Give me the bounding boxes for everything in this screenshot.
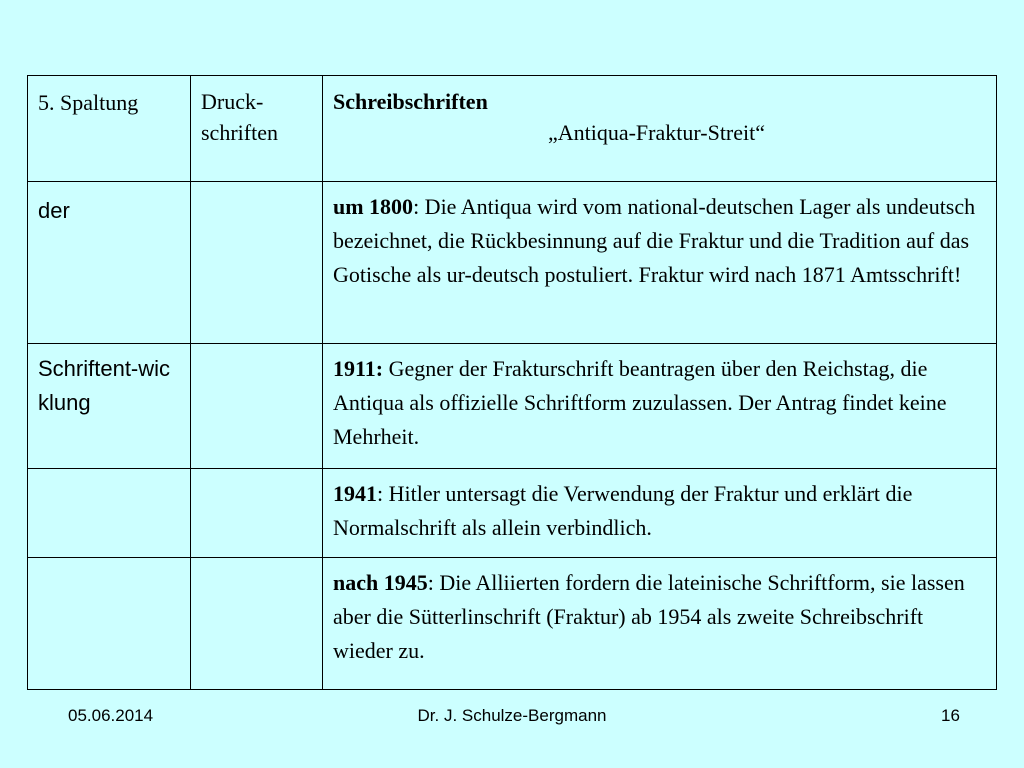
- row-year: 1911:: [333, 356, 384, 382]
- row-year: nach 1945: [333, 569, 428, 595]
- row-druck-cell: [191, 468, 323, 557]
- header-druckschriften-line1: Druck-: [201, 89, 264, 114]
- row-year: 1941: [333, 480, 377, 506]
- row-druck-cell: [191, 182, 323, 344]
- row-druck-cell: [191, 344, 323, 468]
- table-row: [28, 468, 997, 557]
- row-year: um 1800: [333, 194, 414, 220]
- footer-date: 05.06.2014: [68, 706, 154, 725]
- row-label-cell: [28, 182, 191, 344]
- footer-author: Dr. J. Schulze-Bergmann: [417, 706, 607, 725]
- row-entry-cell: [323, 557, 997, 689]
- table-row: [28, 182, 997, 344]
- row-text: Gegner der Frakturschrift beantragen über den Reichstag, die Antiqua als offizielle Schriftform zuzulassen. Der Antrag findet keine Mehrheit.: [333, 356, 947, 450]
- row-label: der: [38, 198, 70, 224]
- content-table: [27, 75, 997, 690]
- table-row: [28, 557, 997, 689]
- row-entry-cell: [323, 344, 997, 468]
- header-cell-druckschriften: [191, 76, 323, 182]
- header-cell-schreibschriften: [323, 76, 997, 182]
- row-label-cell: [28, 468, 191, 557]
- header-druckschriften-line2: schriften: [201, 120, 278, 145]
- row-druck-cell: [191, 557, 323, 689]
- header-cell-spaltung: [28, 76, 191, 182]
- row-text: : Hitler untersagt die Verwendung der Fraktur und erklärt die Normalschrift als allein verbindlich.: [333, 480, 913, 540]
- row-label: Schriftent-wicklung: [38, 356, 171, 416]
- table-row: [28, 344, 997, 468]
- header-schreibschriften-subtitle: „Antiqua-Fraktur-Streit“: [547, 120, 766, 145]
- header-schreibschriften-title: Schreibschriften: [333, 89, 488, 114]
- table-header-row: [28, 76, 997, 182]
- row-entry-cell: [323, 468, 997, 557]
- row-text: : Die Antiqua wird vom national-deutschen Lager als undeutsch bezeichnet, die Rückbesinnung auf die Fraktur und die Tradition auf das Gotische als ur-deutsch postuliert. Fraktur wird nach 1871 Amtsschrift!: [333, 194, 976, 288]
- row-text: : Die Alliierten fordern die lateinische Schriftform, sie lassen aber die Sütterlinschrift (Fraktur) ab 1954 als zweite Schreibschrift wieder zu.: [333, 569, 965, 663]
- header-spaltung-label: 5. Spaltung: [38, 90, 139, 115]
- row-label-cell: [28, 344, 191, 468]
- row-entry-cell: [323, 182, 997, 344]
- footer-page-number: 16: [941, 706, 960, 725]
- row-label-cell: [28, 557, 191, 689]
